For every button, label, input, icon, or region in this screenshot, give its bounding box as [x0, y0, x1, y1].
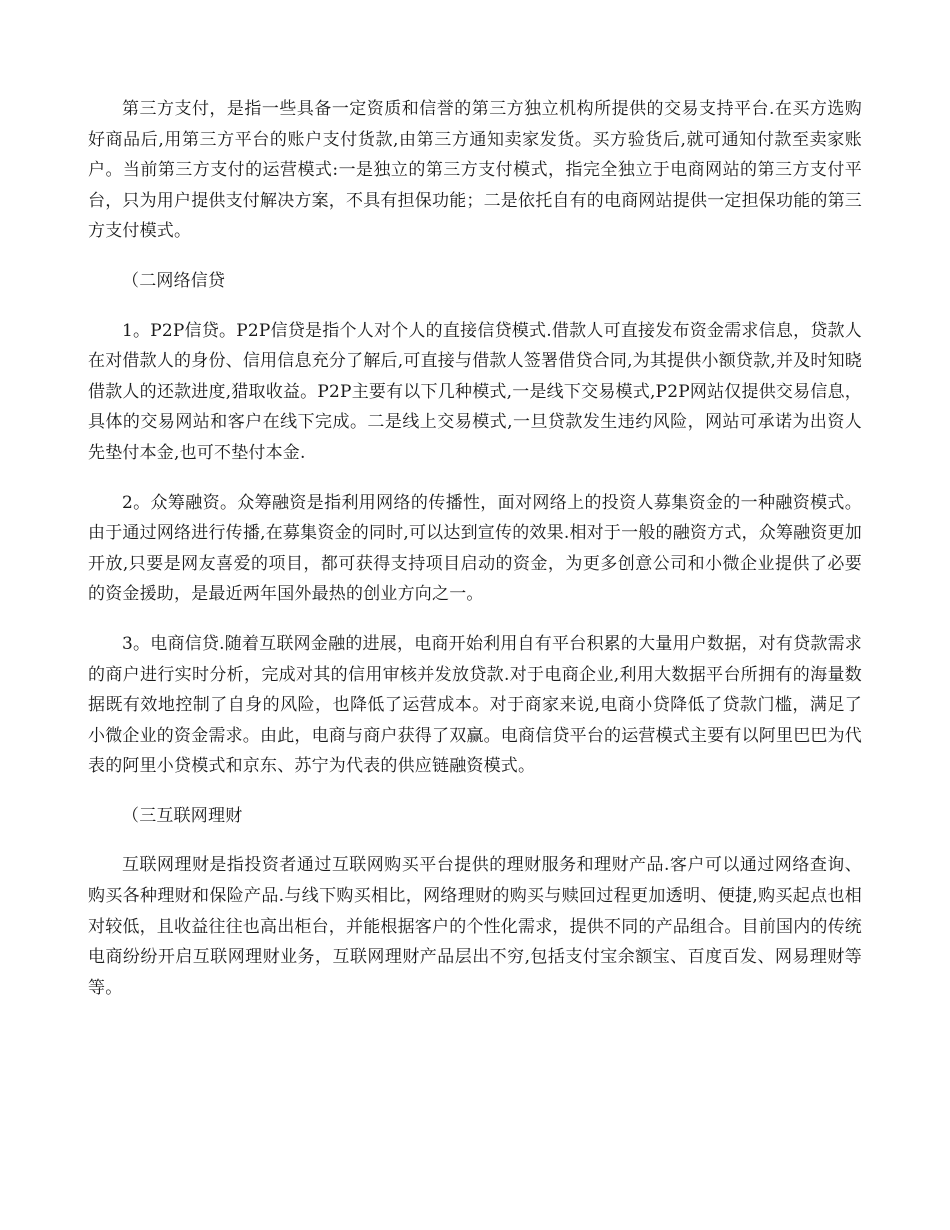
paragraph-crowdfunding: 2。众筹融资。众筹融资是指利用网络的传播性，面对网络上的投资人募集资金的一种融资模式。由于通过网络进行传播,在募集资金的同时,可以达到宣传的效果.相对于一般的融资方式，众筹融资更加开放,只要是网友喜爱的项目，都可获得支持项目启动的资金，为更多创意公司和小微企业提供了必要的资金援助，是最近两年国外最热的创业方向之一。: [88, 492, 862, 605]
paragraph-gap: [88, 782, 862, 801]
paragraph-gap: [88, 247, 862, 266]
paragraph-ecommerce-lending: 3。电商信贷.随着互联网金融的进展，电商开始利用自有平台积累的大量用户数据，对有贷款需求的商户进行实时分析，完成对其的信用审核并发放贷款.对于电商企业,利用大数据平台所拥有的海量数据既有效地控制了自身的风险，也降低了运营成本。对于商家来说,电商小贷降低了贷款门槛，满足了小微企业的资金需求。由此，电商与商户获得了双赢。电商信贷平台的运营模式主要有以阿里巴巴为代表的阿里小贷模式和京东、苏宁为代表的供应链融资模式。: [88, 633, 862, 777]
paragraph-gap: [88, 610, 862, 629]
paragraph-gap: [88, 831, 862, 850]
document-page: [88, 94, 862, 1003]
section-heading-online-lending: （二网络信贷: [122, 270, 226, 291]
paragraph-p2p-lending: 1。P2P信贷。P2P信贷是指个人对个人的直接信贷模式.借款人可直接发布资金需求信息，贷款人在对借款人的身份、信用信息充分了解后,可直接与借款人签署借贷合同,为其提供小额贷款,并及时知晓借款人的还款进度,猎取收益。P2P主要有以下几种模式,一是线下交易模式,P2P网站仅提供交易信息，具体的交易网站和客户在线下完成。二是线上交易模式,一旦贷款发生违约风险，网站可承诺为出资人先垫付本金,也可不垫付本金.: [88, 320, 862, 463]
paragraph-internet-wealth-management: 互联网理财是指投资者通过互联网购买平台提供的理财服务和理财产品.客户可以通过网络查询、购买各种理财和保险产品.与线下购买相比，网络理财的购买与赎回过程更加透明、便捷,购买起点也相对较低，且收益往往也高出柜台，并能根据客户的个性化需求，提供不同的产品组合。目前国内的传统电商纷纷开启互联网理财业务，互联网理财产品层出不穷,包括支付宝余额宝、百度百发、网易理财等等。: [88, 855, 862, 998]
paragraph-gap: [88, 469, 862, 488]
paragraph-third-party-payment: 第三方支付，是指一些具备一定资质和信誉的第三方独立机构所提供的交易支持平台.在买方选购好商品后,用第三方平台的账户支付货款,由第三方通知卖家发货。买方验货后,就可通知付款至卖家账户。当前第三方支付的运营模式:一是独立的第三方支付模式，指完全独立于电商网站的第三方支付平台，只为用户提供支付解决方案，不具有担保功能；二是依托自有的电商网站提供一定担保功能的第三方支付模式。: [88, 99, 862, 242]
section-heading-internet-finance: （三互联网理财: [122, 805, 243, 826]
paragraph-gap: [88, 297, 862, 316]
